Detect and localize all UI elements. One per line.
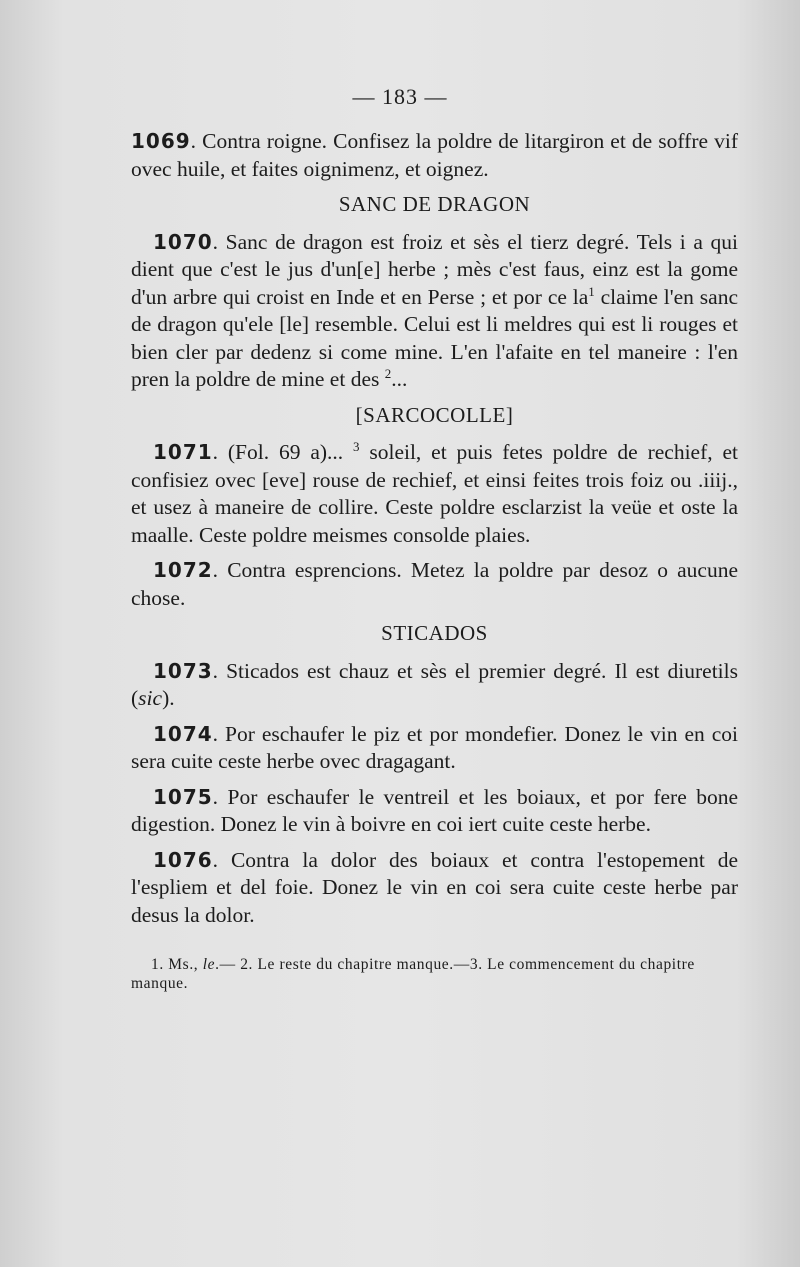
footnote-text: 1. Ms., [151,956,203,973]
paragraph-1071 [131,439,738,549]
footnotes [131,955,738,993]
section-heading-sanc-de-dragon: SANC DE DRAGON [338,192,531,216]
entry-text: . Contra la dolor des boiaux et contra l'estopement de l'espliem et del foie. Donez le vin en coi sera cuite ceste herbe par desus la dolor. [131,847,738,927]
footnote-ref-2: 2 [384,365,392,381]
entry-number: 1069 [131,129,191,153]
sic-note: sic [138,686,163,710]
entry-text: . Contra esprencions. Metez la poldre par desoz o aucune chose. [131,558,738,610]
entry-text: ). [162,686,175,710]
paragraph-1070 [131,229,738,394]
entry-number: 1075 [153,784,213,809]
footnote-text: .— 2. Le reste du chapitre manque.—3. Le commencement du chapitre manque. [131,956,695,992]
entry-text: . Contra roigne. Confisez la poldre de litargiron et de soffre vif ovec huile, et faites oignimenz, et oignez. [131,129,738,181]
paragraph-1073 [131,658,738,713]
entry-number: 1072 [153,558,213,582]
entry-text: ... [391,367,408,391]
entry-number: 1070 [153,229,213,254]
footnote-ref-3: 3 [353,438,360,454]
section-heading-sarcocolle: [SARCOCOLLE] [355,402,514,427]
section-heading-sticados: STICADOS [381,621,488,645]
entry-text: . (Fol. 69 a)... [212,440,353,464]
paragraph-1075 [131,784,738,839]
entry-text: . Por eschaufer le ventreil et les boiaux, et por fere bone digestion. Donez le vin à boivre en coi iert cuite ceste herbe. [131,784,738,836]
entry-text: . Sanc de dragon est froiz et sès el tierz degré. Tels i a qui dient que c'est le jus d'un[e] herbe ; mès c'est faus, einz est la gome d'un arbre qui croist en Inde et en Perse ; et por ce la [131,229,738,309]
entry-text: claime l'en sanc de dragon qu'ele [le] resemble. Celui est li meldres qui est li rouges et bien cler par dedenz si come mine. L'en l'afaite en tel maneire : l'en pren la poldre de mine et des [131,284,738,391]
page-number: — 183 — [352,84,448,109]
entry-text: . Sticados est chauz et sès el premier degré. Il est diuretils ( [131,658,738,710]
footnote-ref-1: 1 [588,283,595,299]
entry-number: 1074 [153,721,213,746]
paragraph-1072 [131,557,738,612]
page-content [131,128,738,993]
footnote-emphasis: le [202,956,216,973]
entry-text: . Por eschaufer le piz et por mondefier. Donez le vin en coi sera cuite ceste herbe ovec dragagant. [131,721,738,773]
entry-number: 1071 [153,440,213,464]
paragraph-1069 [131,128,738,183]
paragraph-1074 [131,721,738,776]
entry-text: soleil, et puis fetes poldre de rechief, et confisiez ovec [eve] rouse de rechief, et einsi feites trois foiz ou .iiij., et usez à maneire de collire. Ceste poldre esclarzist la veüe et oste la maalle. Ceste poldre meismes consolde plaies. [131,440,738,547]
paragraph-1076 [131,847,738,930]
entry-number: 1076 [153,847,213,872]
entry-number: 1073 [153,658,213,683]
